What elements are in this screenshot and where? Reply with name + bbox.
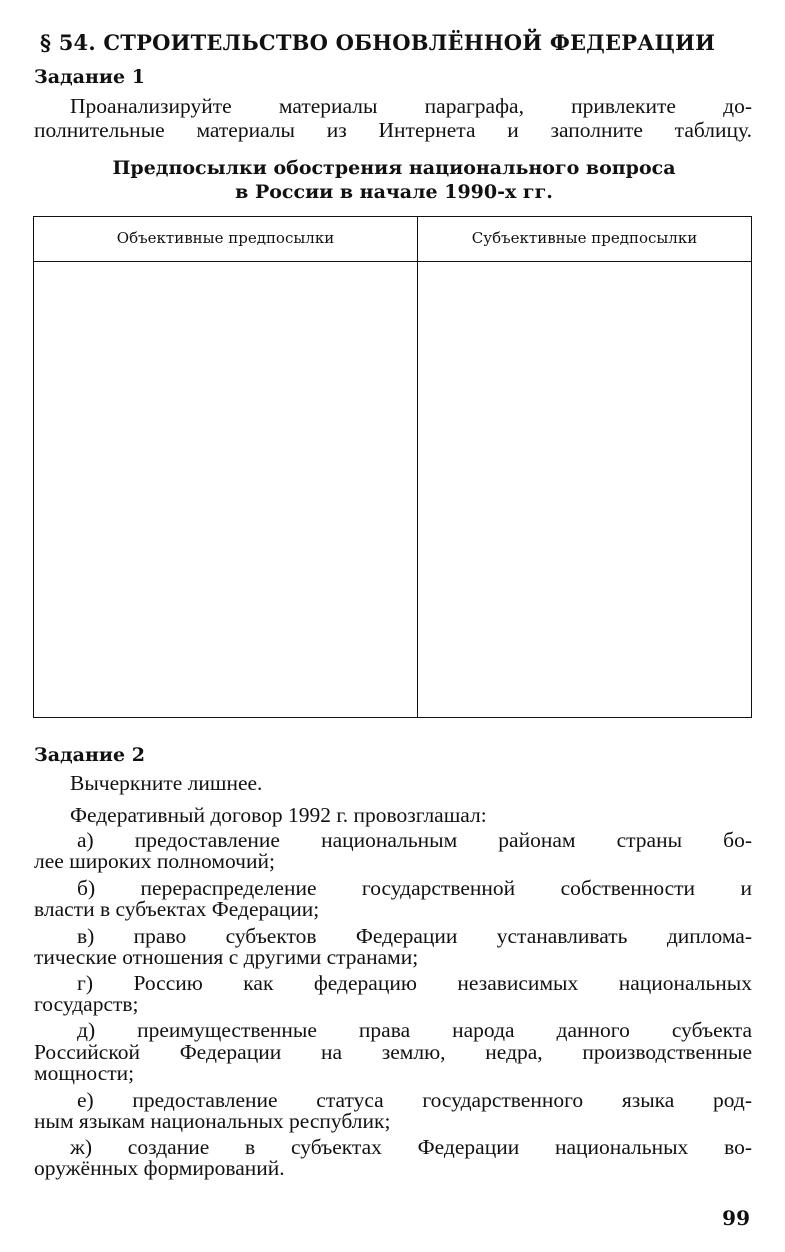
prerequisites-table [33, 216, 752, 718]
task2-intro: Федеративный договор 1992 г. провозглашал: [70, 803, 487, 827]
option-e-line-1[interactable]: е) предоставление статуса государственного языка род- [77, 1088, 752, 1112]
chapter-title: § 54. СТРОИТЕЛЬСТВО ОБНОВЛЁННОЙ ФЕДЕРАЦИИ [40, 30, 716, 55]
table-cell-subjective[interactable] [418, 262, 751, 717]
option-d-line-3[interactable]: мощности; [34, 1061, 135, 1085]
table-header-objective: Объективные предпосылки [116, 229, 335, 247]
task2-heading: Задание 2 [34, 744, 145, 766]
table-title-line-2: в России в начале 1990-х гг. [235, 181, 553, 203]
option-b-line-1[interactable]: б) перераспределение государственной собственности и [77, 876, 752, 900]
table-cell-objective[interactable] [34, 262, 417, 717]
option-a-line-1[interactable]: а) предоставление национальным районам страны бо- [77, 828, 752, 852]
page-number: 99 [722, 1206, 750, 1230]
option-v-line-2[interactable]: тические отношения с другими странами; [34, 945, 419, 969]
option-g-line-2[interactable]: государств; [34, 992, 139, 1016]
option-a-line-2[interactable]: лее широких полномочий; [34, 849, 275, 873]
task1-text-line-2: полнительные материалы из Интернета и заполните таблицу. [34, 118, 752, 142]
option-zh-line-2[interactable]: оружённых формирований. [34, 1156, 285, 1180]
table-header-subjective: Субъективные предпосылки [471, 229, 698, 247]
option-v-line-1[interactable]: в) право субъектов Федерации устанавливать диплома- [77, 924, 752, 948]
option-d-line-2[interactable]: Российской Федерации на землю, недра, производственные [34, 1040, 752, 1064]
task2-instruction: Вычеркните лишнее. [70, 771, 263, 795]
option-g-line-1[interactable]: г) Россию как федерацию независимых национальных [77, 971, 752, 995]
table-title-line-1: Предпосылки обострения национального вопроса [112, 157, 676, 179]
task1-heading: Задание 1 [34, 66, 145, 88]
option-d-line-1[interactable]: д) преимущественные права народа данного субъекта [77, 1018, 752, 1042]
task1-text-line-1: Проанализируйте материалы параграфа, привлеките до- [70, 94, 752, 118]
option-e-line-2[interactable]: ным языкам национальных республик; [34, 1109, 391, 1133]
option-zh-line-1[interactable]: ж) создание в субъектах Федерации национальных во- [70, 1135, 752, 1159]
option-b-line-2[interactable]: власти в субъектах Федерации; [34, 897, 320, 921]
